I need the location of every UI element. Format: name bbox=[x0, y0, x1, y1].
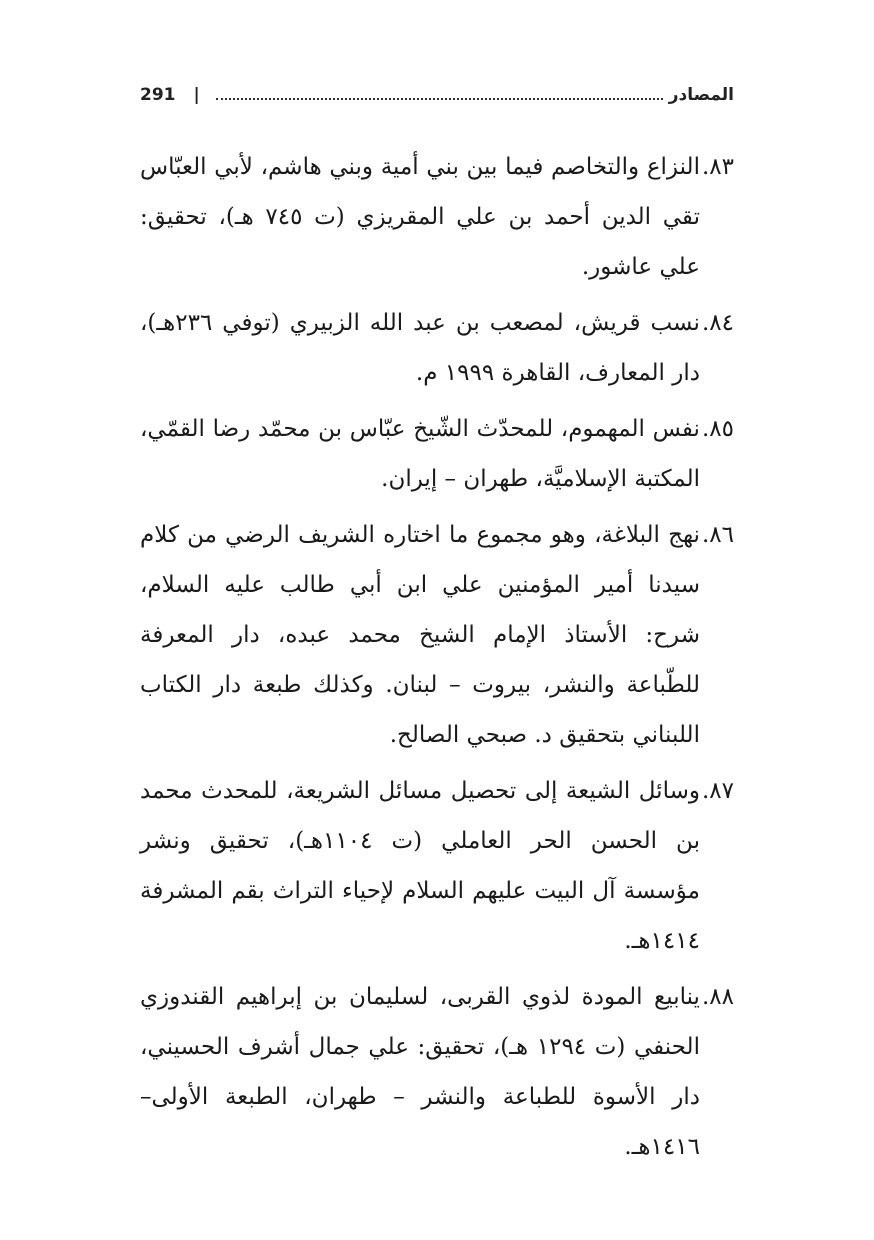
page-number: 291 bbox=[140, 85, 176, 105]
bibliography-list bbox=[140, 142, 734, 1178]
entry-number: ٨٥. bbox=[701, 416, 734, 442]
bibliography-entry bbox=[140, 298, 734, 398]
entry-number: ٨٣. bbox=[701, 154, 734, 180]
entry-text: نفس المهموم، للمحدّث الشّيخ عبّاس بن محمّد رضا القمّي، المكتبة الإسلاميَّة، طهران – إيران. bbox=[140, 416, 700, 492]
bibliography-entry bbox=[140, 972, 734, 1172]
bibliography-entry bbox=[140, 510, 734, 760]
bibliography-entry bbox=[140, 404, 734, 504]
running-header bbox=[140, 82, 734, 108]
entry-text: ينابيع المودة لذوي القربى، لسليمان بن إبراهيم القندوزي الحنفي (ت ١٢٩٤ هـ)، تحقيق: علي جمال أشرف الحسيني، دار الأسوة للطباعة والنشر – طهران، الطبعة الأولى–١٤١٦هـ. bbox=[140, 984, 700, 1160]
dot-leader bbox=[216, 98, 663, 100]
entry-number: ٨٤. bbox=[701, 310, 734, 336]
entry-number: ٨٦. bbox=[701, 522, 734, 548]
entry-text: نسب قريش، لمصعب بن عبد الله الزبيري (توفي ٢٣٦هـ)، دار المعارف، القاهرة ١٩٩٩ م. bbox=[140, 310, 700, 386]
bibliography-entry bbox=[140, 766, 734, 966]
header-separator: | bbox=[193, 85, 200, 105]
entry-number: ٨٧. bbox=[701, 778, 734, 804]
running-title: المصادر bbox=[668, 85, 734, 105]
entry-text: وسائل الشيعة إلى تحصيل مسائل الشريعة، للمحدث محمد بن الحسن الحر العاملي (ت ١١٠٤هـ)، تحقيق ونشر مؤسسة آل البيت عليهم السلام لإحياء التراث بقم المشرفة ١٤١٤هـ. bbox=[140, 778, 700, 954]
entry-text: النزاع والتخاصم فيما بين بني أمية وبني هاشم، لأبي العبّاس تقي الدين أحمد بن علي المقريزي (ت ٧٤٥ هـ)، تحقيق: علي عاشور. bbox=[140, 154, 700, 280]
entry-number: ٨٨. bbox=[701, 984, 734, 1010]
entry-text: نهج البلاغة، وهو مجموع ما اختاره الشريف الرضي من كلام سيدنا أمير المؤمنين علي ابن أبي طالب عليه السلام، شرح: الأستاذ الإمام الشيخ محمد عبده، دار المعرفة للطّباعة والنشر، بيروت – لبنان. وكذلك طبعة دار الكتاب اللبناني بتحقيق د. صبحي الصالح. bbox=[140, 522, 700, 748]
bibliography-entry bbox=[140, 142, 734, 292]
